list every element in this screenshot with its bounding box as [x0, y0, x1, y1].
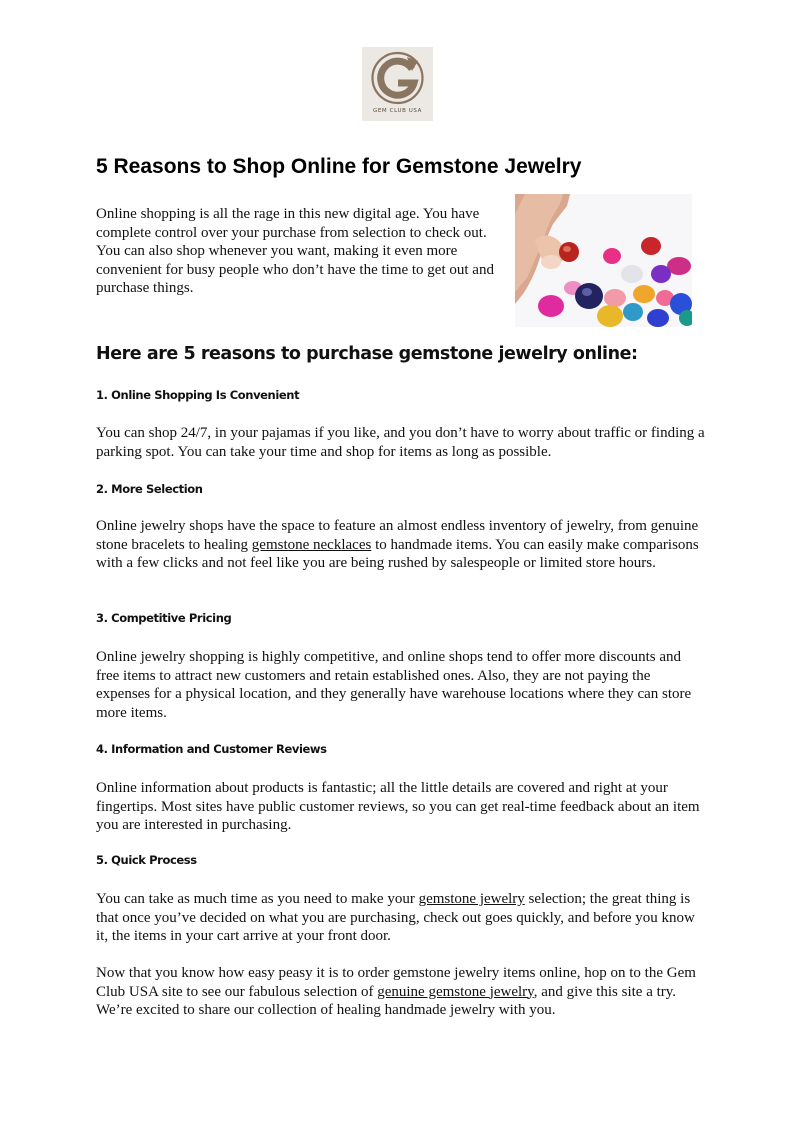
gem-club-logo — [362, 47, 433, 121]
gemstone-necklaces-link[interactable]: gemstone necklaces — [251, 536, 372, 553]
logo-caption: GEM CLUB USA — [373, 108, 422, 114]
reason-3-heading: 3. Competitive Pricing — [96, 611, 232, 625]
reason-1-body: You can shop 24/7, in your pajamas if you like, and you don’t have to worry about traffic or finding a parking spot. You can take your time and shop for items as long as possible. — [96, 425, 705, 460]
closing-paragraph: Now that you know how easy peasy it is to order gemstone jewelry items online, hop on to the Gem Club USA site to see our fabulous selection of genuine gemstone jewelry, and give this site a try. We’re excited to share our collection of healing handmade jewelry with you. — [96, 965, 696, 1019]
intro-paragraph: Online shopping is all the rage in this new digital age. You have complete control over your purchase from selection to check out. You can also shop whenever you want, making it even more convenient for busy people who don’t have the time to get out and purchase things. — [96, 206, 494, 297]
reason-5-heading: 5. Quick Process — [96, 853, 197, 867]
reason-3-body: Online jewelry shopping is highly competitive, and online shops tend to offer more discounts and free items to attract new customers and retain established ones. Also, they are not paying the expenses for a physical location, and they generally have warehouse locations where they can store more items. — [96, 649, 692, 721]
g-logo-mark-icon — [362, 47, 433, 107]
reason-2-body: Online jewelry shops have the space to feature an almost endless inventory of jewelry, from genuine stone bracelets to healing gemstone necklaces to handmade items. You can easily make comparisons with a few clicks and not feel like you are being rushed by salespeople or limited store hours. — [96, 518, 699, 572]
reason-1-heading: 1. Online Shopping Is Convenient — [96, 388, 300, 402]
reason-4-heading: 4. Information and Customer Reviews — [96, 742, 327, 756]
genuine-gemstone-jewelry-link[interactable]: genuine gemstone jewelry — [377, 983, 534, 1000]
reason-5-body: You can take as much time as you need to make your gemstone jewelry selection; the great thing is that once you’ve decided on what you are purchasing, check out goes quickly, and before you know it, the items in your cart arrive at your front door. — [96, 891, 695, 945]
reason-4-body: Online information about products is fantastic; all the little details are covered and right at your fingertips. Most sites have public customer reviews, so you can get real-time feedback about an item you are interested in purchasing. — [96, 780, 700, 834]
page-title: 5 Reasons to Shop Online for Gemstone Jewelry — [96, 155, 582, 178]
reason-2-heading: 2. More Selection — [96, 482, 203, 496]
gemstone-jewelry-link[interactable]: gemstone jewelry — [418, 891, 525, 907]
reasons-subheading: Here are 5 reasons to purchase gemstone jewelry online: — [96, 344, 638, 364]
gemstones-photo — [515, 194, 692, 327]
